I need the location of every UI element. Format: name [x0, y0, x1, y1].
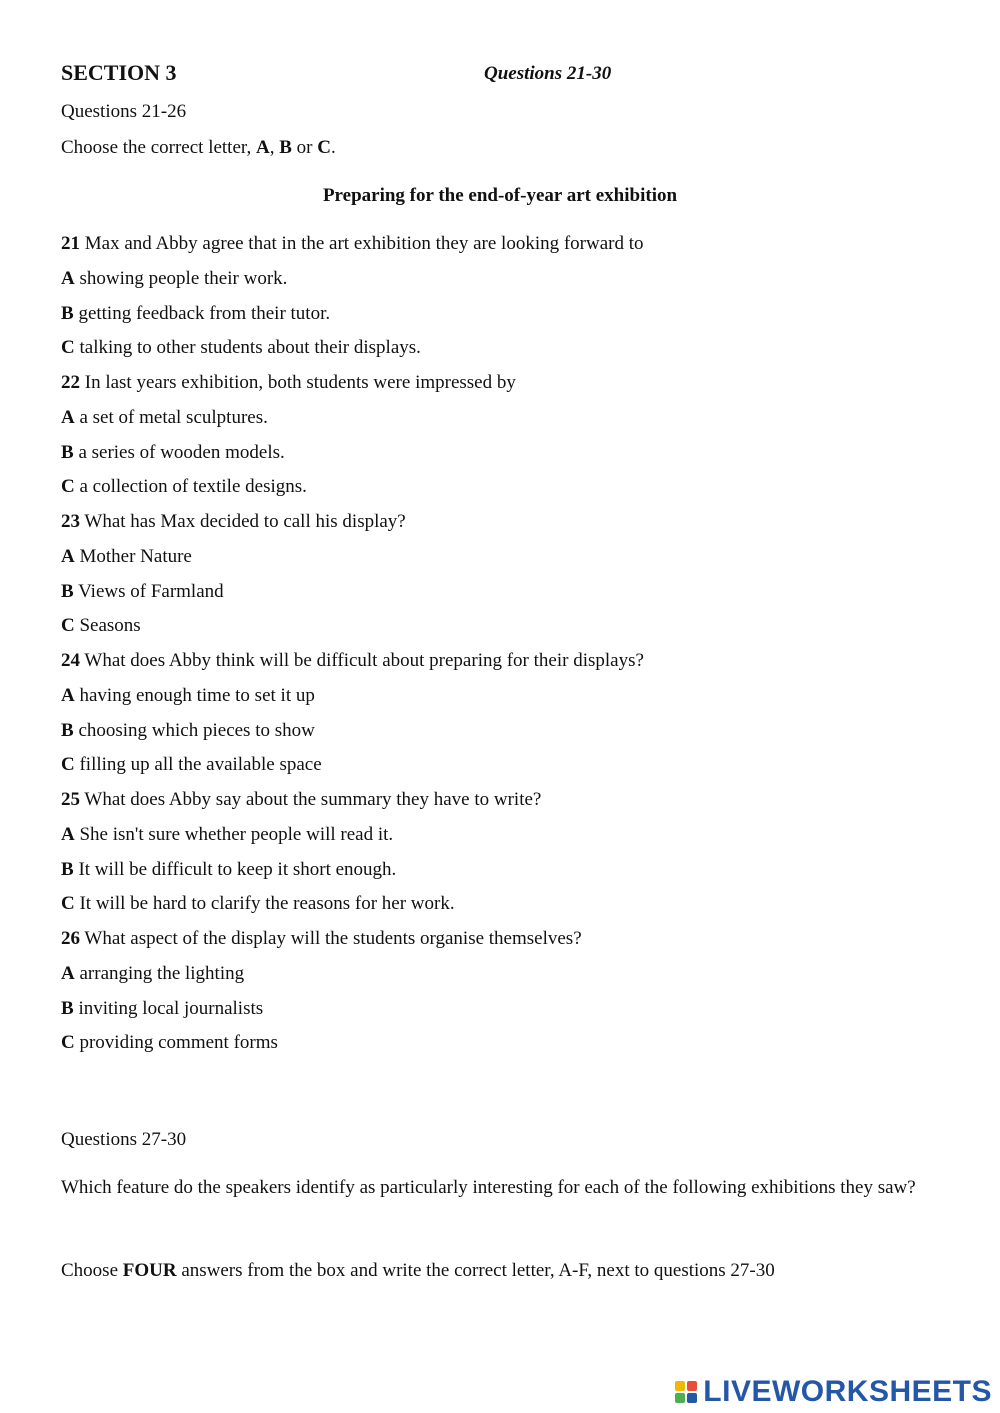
question-21: 21 Max and Abby agree that in the art exhibition they are looking forward to [61, 233, 644, 254]
option-26-c: C providing comment forms [61, 1032, 278, 1053]
question-22: 22 In last years exhibition, both students were impressed by [61, 372, 516, 393]
option-24-c: C filling up all the available space [61, 754, 322, 775]
option-22-b: B a series of wooden models. [61, 442, 285, 463]
question-26: 26 What aspect of the display will the students organise themselves? [61, 928, 582, 949]
logo-square-3 [675, 1393, 685, 1403]
logo-mark-icon [675, 1381, 697, 1403]
part1-instruction: Choose the correct letter, A, B or C. [61, 137, 336, 158]
option-25-c: C It will be hard to clarify the reasons for her work. [61, 893, 455, 914]
part1-subheading: Questions 21-26 [61, 101, 187, 122]
part2-subheading: Questions 27-30 [61, 1129, 187, 1150]
question-25: 25 What does Abby say about the summary they have to write? [61, 789, 542, 810]
question-24: 24 What does Abby think will be difficult about preparing for their displays? [61, 650, 644, 671]
logo-text: LIVEWORKSHEETS [703, 1375, 992, 1408]
logo-square-4 [687, 1393, 697, 1403]
exhibition-title: Preparing for the end-of-year art exhibition [322, 185, 678, 206]
option-24-a: A having enough time to set it up [61, 685, 315, 706]
logo-square-1 [675, 1381, 685, 1391]
option-25-a: A She isn't sure whether people will read it. [61, 824, 394, 845]
part2-instruction: Choose FOUR answers from the box and write the correct letter, A-F, next to questions 27-30 [61, 1260, 775, 1281]
liveworksheets-logo [675, 1375, 992, 1409]
option-21-c: C talking to other students about their displays. [61, 337, 421, 358]
option-24-b: B choosing which pieces to show [61, 720, 315, 741]
part2-question: Which feature do the speakers identify as particularly interesting for each of the following exhibitions they saw? [61, 1177, 916, 1198]
option-23-c: C Seasons [61, 615, 141, 636]
option-21-b: B getting feedback from their tutor. [61, 303, 331, 324]
question-23: 23 What has Max decided to call his display? [61, 511, 406, 532]
option-26-b: B inviting local journalists [61, 998, 264, 1019]
option-26-a: A arranging the lighting [61, 963, 245, 984]
section-title: SECTION 3 [61, 60, 177, 85]
option-21-a: A showing people their work. [61, 268, 288, 289]
option-22-c: C a collection of textile designs. [61, 476, 307, 497]
option-25-b: B It will be difficult to keep it short enough. [61, 859, 397, 880]
questions-range: Questions 21-30 [484, 63, 612, 84]
logo-square-2 [687, 1381, 697, 1391]
option-23-a: A Mother Nature [61, 546, 192, 567]
option-22-a: A a set of metal sculptures. [61, 407, 268, 428]
option-23-b: B Views of Farmland [61, 581, 224, 602]
